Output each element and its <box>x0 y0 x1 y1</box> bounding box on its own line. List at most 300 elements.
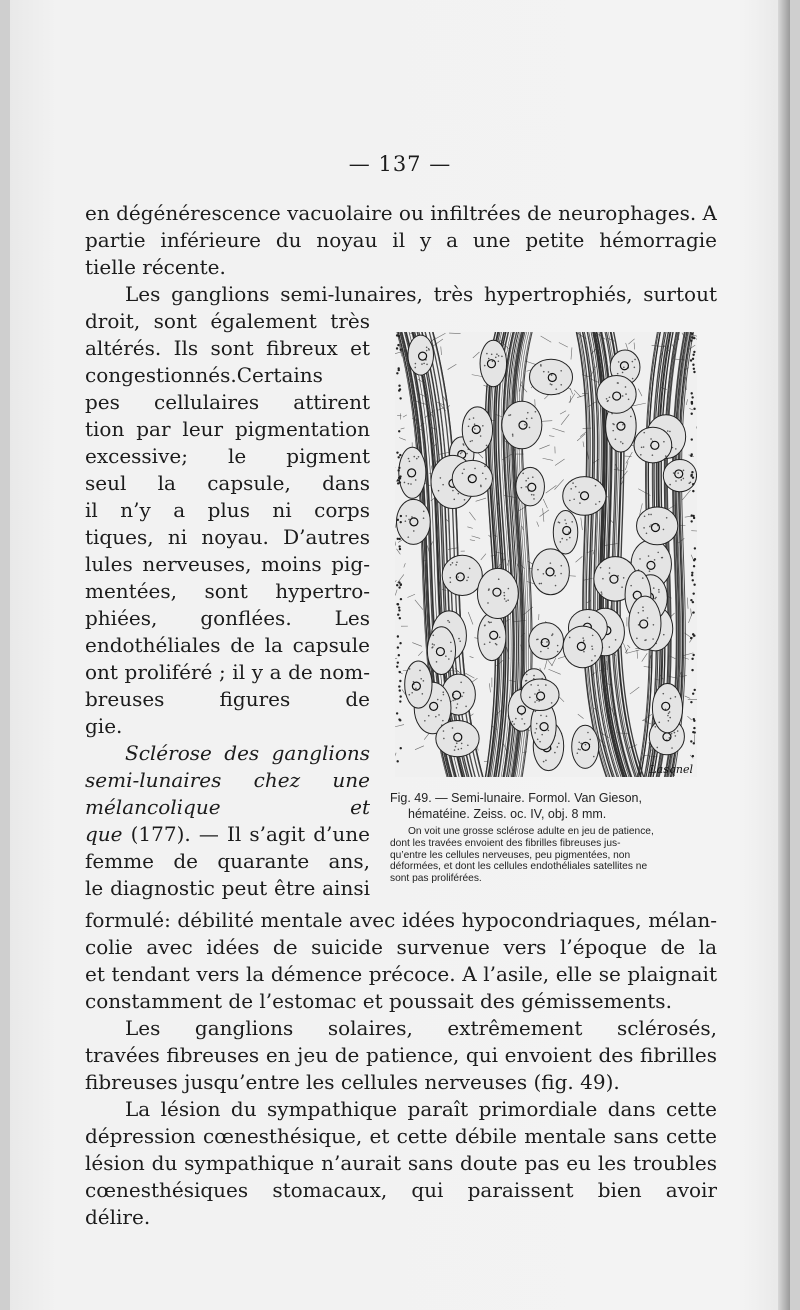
hatch-stroke <box>638 389 642 396</box>
hatch-stroke <box>578 714 584 719</box>
hatch-stroke <box>687 716 691 720</box>
cell-granule <box>663 441 665 443</box>
edge-dot <box>398 609 400 611</box>
edge-dot <box>397 344 399 346</box>
cell-granule <box>600 567 602 569</box>
cell-granule <box>555 388 557 390</box>
cell-granule <box>675 480 677 482</box>
hatch-stroke <box>543 458 553 460</box>
text-line: constamment de l’estomac et poussait des gémissements. <box>85 989 672 1013</box>
edge-dot <box>397 469 399 471</box>
edge-dot <box>396 451 398 453</box>
section-title-line: Sclérose des ganglions <box>125 741 370 765</box>
cell-granule <box>448 658 450 660</box>
cell-granule <box>457 576 459 578</box>
cell-granule <box>428 715 430 717</box>
nerve-cell <box>572 725 599 768</box>
hatch-stroke <box>637 650 638 659</box>
cell-granule <box>648 555 650 557</box>
cell-granule <box>529 697 531 699</box>
cell-granule <box>495 357 497 359</box>
edge-dot <box>693 559 695 561</box>
cell-granule <box>645 639 647 641</box>
nerve-cell <box>597 375 636 413</box>
edge-dot <box>694 731 696 733</box>
edge-dot <box>694 547 696 549</box>
cell-granule <box>535 711 537 713</box>
cell-granule <box>623 577 625 579</box>
top-text <box>85 200 717 308</box>
cell-granule <box>452 562 454 564</box>
cell-granule <box>424 720 426 722</box>
cell-granule <box>480 485 482 487</box>
hatch-stroke <box>395 658 397 659</box>
cell-granule <box>495 643 497 645</box>
edge-dot <box>398 335 400 337</box>
hatch-stroke <box>468 612 473 624</box>
cell-granule <box>413 530 415 532</box>
text-line: congestionnés.Certains <box>85 363 323 387</box>
cell-granule <box>436 661 438 663</box>
hatch-stroke <box>571 347 572 359</box>
cell-granule <box>572 482 574 484</box>
cell-granule <box>545 760 547 762</box>
hatch-stroke <box>541 336 552 342</box>
edge-dot <box>691 396 693 398</box>
cell-granule <box>669 711 671 713</box>
edge-dot <box>690 359 692 361</box>
cell-granule <box>504 598 506 600</box>
hatch-stroke <box>569 394 575 403</box>
cell-granule <box>675 735 677 737</box>
caption-body-line: On voit une grosse sclérose adulte en jeu de patience, <box>408 826 654 837</box>
hatch-stroke <box>399 437 406 440</box>
cell-granule <box>420 678 422 680</box>
text-line: pes cellulaires attirent <box>85 390 370 414</box>
edge-dot <box>693 368 695 370</box>
text-line: cœnesthésiques stomacaux, qui paraissent bien avoir <box>85 1178 717 1202</box>
edge-dot <box>691 438 693 440</box>
hatch-stroke <box>473 352 480 358</box>
edge-dot <box>397 614 399 616</box>
hatch-stroke <box>543 508 544 521</box>
cell-granule <box>415 363 417 365</box>
edge-dot <box>694 689 696 691</box>
cell-granule <box>423 680 425 682</box>
cell-granule <box>649 570 651 572</box>
hatch-stroke <box>686 399 687 405</box>
cell-granule <box>595 503 597 505</box>
cell-granule <box>449 577 451 579</box>
cell-granule <box>534 732 536 734</box>
cell-granule <box>418 456 420 458</box>
hatch-stroke <box>540 510 549 517</box>
cell-granule <box>536 699 538 701</box>
edge-dot <box>693 720 695 722</box>
cell-granule <box>438 714 440 716</box>
edge-dot <box>397 635 399 637</box>
cell-granule <box>498 355 500 357</box>
cell-granule <box>658 721 660 723</box>
hatch-stroke <box>630 687 639 694</box>
cell-granule <box>460 453 462 455</box>
cell-granule <box>674 732 676 734</box>
text-line: tion par leur pigmentation <box>85 417 370 441</box>
cell-granule <box>587 732 589 734</box>
edge-dot <box>397 479 399 481</box>
cell-granule <box>555 585 557 587</box>
cell-granule <box>669 737 671 739</box>
edge-dot <box>397 519 399 521</box>
cell-granule <box>521 718 523 720</box>
cell-granule <box>450 650 452 652</box>
hatch-stroke <box>623 643 627 653</box>
cell-granule <box>469 418 471 420</box>
hatch-stroke <box>577 434 585 441</box>
edge-dot <box>399 454 401 456</box>
hatch-stroke <box>544 395 548 399</box>
cell-granule <box>471 440 473 442</box>
cell-granule <box>579 749 581 751</box>
nerve-cell <box>634 427 672 463</box>
hatch-stroke <box>576 556 583 562</box>
text-line: travées fibreuses en jeu de patience, qui envoient des fibrilles <box>85 1043 717 1067</box>
edge-dot <box>692 476 694 478</box>
cell-granule <box>432 634 434 636</box>
hatch-stroke <box>397 574 404 583</box>
cell-granule <box>646 533 648 535</box>
cell-granule <box>423 517 425 519</box>
cell-granule <box>601 593 603 595</box>
figure-caption <box>390 790 720 885</box>
roman-fragment: (177). — Il s’agit d’une <box>122 822 370 846</box>
cell-granule <box>536 723 538 725</box>
cell-granule <box>485 478 487 480</box>
cell-granule <box>524 723 526 725</box>
cell-granule <box>650 514 652 516</box>
cell-granule <box>409 668 411 670</box>
cell-granule <box>422 693 424 695</box>
cell-granule <box>484 625 486 627</box>
nerve-cell <box>408 335 434 375</box>
cell-granule <box>663 529 665 531</box>
cell-granule <box>458 493 460 495</box>
cell-granule <box>578 748 580 750</box>
cell-granule <box>652 454 654 456</box>
hatch-stroke <box>581 518 583 531</box>
cell-granule <box>527 477 529 479</box>
hatch-stroke <box>688 612 692 623</box>
edge-dot <box>399 680 401 682</box>
cell-granule <box>558 742 560 744</box>
cell-granule <box>482 472 484 474</box>
edge-dot <box>690 740 692 742</box>
cell-granule <box>537 638 539 640</box>
cell-granule <box>643 527 645 529</box>
hatch-stroke <box>472 536 481 539</box>
cell-granule <box>426 364 428 366</box>
cell-granule <box>577 752 579 754</box>
cell-granule <box>428 348 430 350</box>
cell-granule <box>547 647 549 649</box>
nerve-cell <box>529 623 564 660</box>
cell-granule <box>643 446 645 448</box>
edge-dot <box>692 755 694 757</box>
cell-granule <box>498 360 500 362</box>
cell-granule <box>625 393 627 395</box>
edge-dot <box>691 669 693 671</box>
cell-granule <box>642 610 644 612</box>
hatch-stroke <box>470 540 475 541</box>
page-number: — 137 — <box>348 152 452 176</box>
cell-granule <box>405 520 407 522</box>
cell-granule <box>554 752 556 754</box>
hatch-stroke <box>687 598 688 609</box>
cell-granule <box>652 638 654 640</box>
cell-granule <box>558 521 560 523</box>
edge-dot <box>691 574 693 576</box>
cell-granule <box>612 430 614 432</box>
cell-granule <box>432 646 434 648</box>
hatch-stroke <box>522 526 523 530</box>
cell-granule <box>643 432 645 434</box>
cell-granule <box>474 423 476 425</box>
edge-dot <box>692 592 694 594</box>
cell-granule <box>442 691 444 693</box>
edge-dot <box>396 347 398 349</box>
hatch-stroke <box>691 609 692 617</box>
cell-granule <box>560 573 562 575</box>
cell-granule <box>677 472 679 474</box>
hatch-stroke <box>481 554 486 560</box>
cell-granule <box>630 585 632 587</box>
cell-granule <box>457 703 459 705</box>
cell-granule <box>462 443 464 445</box>
cell-granule <box>671 747 673 749</box>
cell-granule <box>639 558 641 560</box>
italic-fragment: que <box>85 822 123 846</box>
cell-granule <box>526 418 528 420</box>
cell-granule <box>525 480 527 482</box>
edge-dot <box>693 634 695 636</box>
hatch-stroke <box>574 390 581 397</box>
hatch-stroke <box>643 720 651 724</box>
edge-dot <box>398 606 400 608</box>
cell-granule <box>450 581 452 583</box>
cell-granule <box>662 693 664 695</box>
cell-granule <box>503 592 505 594</box>
cell-granule <box>570 488 572 490</box>
nerve-cell <box>405 661 432 708</box>
nerve-cell <box>563 626 602 668</box>
cell-granule <box>606 398 608 400</box>
cell-granule <box>649 526 651 528</box>
cell-granule <box>487 602 489 604</box>
cell-granule <box>658 589 660 591</box>
nerve-cell <box>442 555 482 595</box>
cell-granule <box>653 624 655 626</box>
edge-dot <box>399 700 401 702</box>
edge-dot <box>690 520 692 522</box>
cell-granule <box>537 569 539 571</box>
text-line: femme de quarante ans, <box>85 849 370 873</box>
cell-granule <box>435 716 437 718</box>
text-line: tiques, ni noyau. D’autres <box>85 525 370 549</box>
text-line: fibreuses jusqu’entre les cellules nerveuses (fig. 49). <box>85 1070 620 1094</box>
cell-granule <box>543 573 545 575</box>
edge-dot <box>398 430 400 432</box>
cell-granule <box>537 738 539 740</box>
hatch-stroke <box>555 459 565 465</box>
cell-granule <box>533 675 535 677</box>
cell-granule <box>680 479 682 481</box>
edge-dot <box>398 456 400 458</box>
edge-dot <box>400 515 402 517</box>
cell-granule <box>415 688 417 690</box>
cell-granule <box>484 466 486 468</box>
hatch-stroke <box>449 333 460 334</box>
caption-body-line: dont les travées envoient des fibrilles fibreuses jus- <box>390 837 621 849</box>
cell-granule <box>465 706 467 708</box>
cell-granule <box>411 692 413 694</box>
text-line: ont proliféré ; il y a de nom- <box>85 660 370 684</box>
cell-granule <box>634 367 636 369</box>
hatch-stroke <box>433 333 445 340</box>
cell-granule <box>632 361 634 363</box>
edge-dot <box>692 358 694 360</box>
cell-granule <box>461 748 463 750</box>
cell-granule <box>409 460 411 462</box>
cell-granule <box>510 414 512 416</box>
cell-granule <box>468 425 470 427</box>
hatch-stroke <box>523 752 527 753</box>
cell-granule <box>654 559 656 561</box>
hatch-stroke <box>627 645 630 648</box>
cell-granule <box>541 734 543 736</box>
edge-dot <box>399 388 401 390</box>
cell-granule <box>560 541 562 543</box>
cell-granule <box>461 743 463 745</box>
hatch-stroke <box>415 746 424 750</box>
cell-granule <box>655 726 657 728</box>
cell-granule <box>666 517 668 519</box>
cell-granule <box>512 433 514 435</box>
hatch-stroke <box>407 594 415 597</box>
cell-granule <box>623 366 625 368</box>
edge-dot <box>397 482 399 484</box>
histology-illustration <box>395 332 697 777</box>
hatch-stroke <box>554 479 563 489</box>
edge-dot <box>399 548 401 550</box>
cell-granule <box>456 561 458 563</box>
cell-granule <box>408 483 410 485</box>
nerve-cell <box>629 596 661 650</box>
nerve-cell <box>480 340 506 386</box>
hatch-stroke <box>634 343 635 350</box>
cell-granule <box>458 749 460 751</box>
hatch-stroke <box>625 461 628 470</box>
edge-dot <box>399 642 401 644</box>
cell-granule <box>407 536 409 538</box>
cell-granule <box>534 701 536 703</box>
cell-granule <box>467 576 469 578</box>
cell-granule <box>618 361 620 363</box>
text-line: gie. <box>85 714 123 738</box>
cell-granule <box>426 346 428 348</box>
nerve-cell <box>477 568 518 618</box>
cell-granule <box>667 715 669 717</box>
edge-dot <box>396 603 398 605</box>
nerve-cell <box>436 720 479 756</box>
cell-granule <box>589 616 591 618</box>
hatch-stroke <box>470 656 474 657</box>
cell-granule <box>525 486 527 488</box>
cell-granule <box>452 490 454 492</box>
cell-granule <box>560 370 562 372</box>
cell-granule <box>526 674 528 676</box>
cell-granule <box>521 487 523 489</box>
cell-granule <box>432 643 434 645</box>
cell-granule <box>464 499 466 501</box>
cell-granule <box>551 374 553 376</box>
edge-dot <box>693 337 695 339</box>
cell-granule <box>455 746 457 748</box>
hatch-stroke <box>552 658 556 666</box>
cell-granule <box>591 660 593 662</box>
cell-granule <box>492 361 494 363</box>
cell-granule <box>522 473 524 475</box>
nerve-cell <box>553 510 577 554</box>
cell-granule <box>491 354 493 356</box>
book-page <box>10 0 790 1310</box>
cell-granule <box>490 621 492 623</box>
edge-dot <box>398 586 400 588</box>
cell-granule <box>675 448 677 450</box>
cell-granule <box>496 353 498 355</box>
cell-granule <box>512 435 514 437</box>
cell-granule <box>532 476 534 478</box>
bottom-text <box>85 907 717 1231</box>
hatch-stroke <box>412 643 422 647</box>
hatch-stroke <box>632 403 645 406</box>
text-line: altérés. Ils sont fibreux et <box>85 336 370 360</box>
edge-dot <box>692 693 694 695</box>
hatch-stroke <box>560 411 566 414</box>
cell-granule <box>653 587 655 589</box>
text-line: il n’y a plus ni corps <box>85 498 370 522</box>
text-line: délire. <box>85 1205 151 1229</box>
nerve-cell <box>652 684 682 733</box>
cell-granule <box>423 363 425 365</box>
left-column-text <box>85 308 370 902</box>
edge-dot <box>396 712 398 714</box>
section-title-line: semi-lunaires chez une <box>85 768 370 792</box>
cell-granule <box>508 415 510 417</box>
cell-granule <box>460 682 462 684</box>
cell-granule <box>668 713 670 715</box>
cell-granule <box>524 424 526 426</box>
cell-granule <box>512 721 514 723</box>
hatch-stroke <box>549 436 554 437</box>
edge-dot <box>690 599 692 601</box>
cell-granule <box>488 588 490 590</box>
page-edge-shadow <box>778 0 790 1310</box>
hatch-stroke <box>543 499 547 508</box>
text-line: tielle récente. <box>85 255 226 279</box>
cell-granule <box>658 591 660 593</box>
cell-granule <box>662 557 664 559</box>
cell-granule <box>625 386 627 388</box>
